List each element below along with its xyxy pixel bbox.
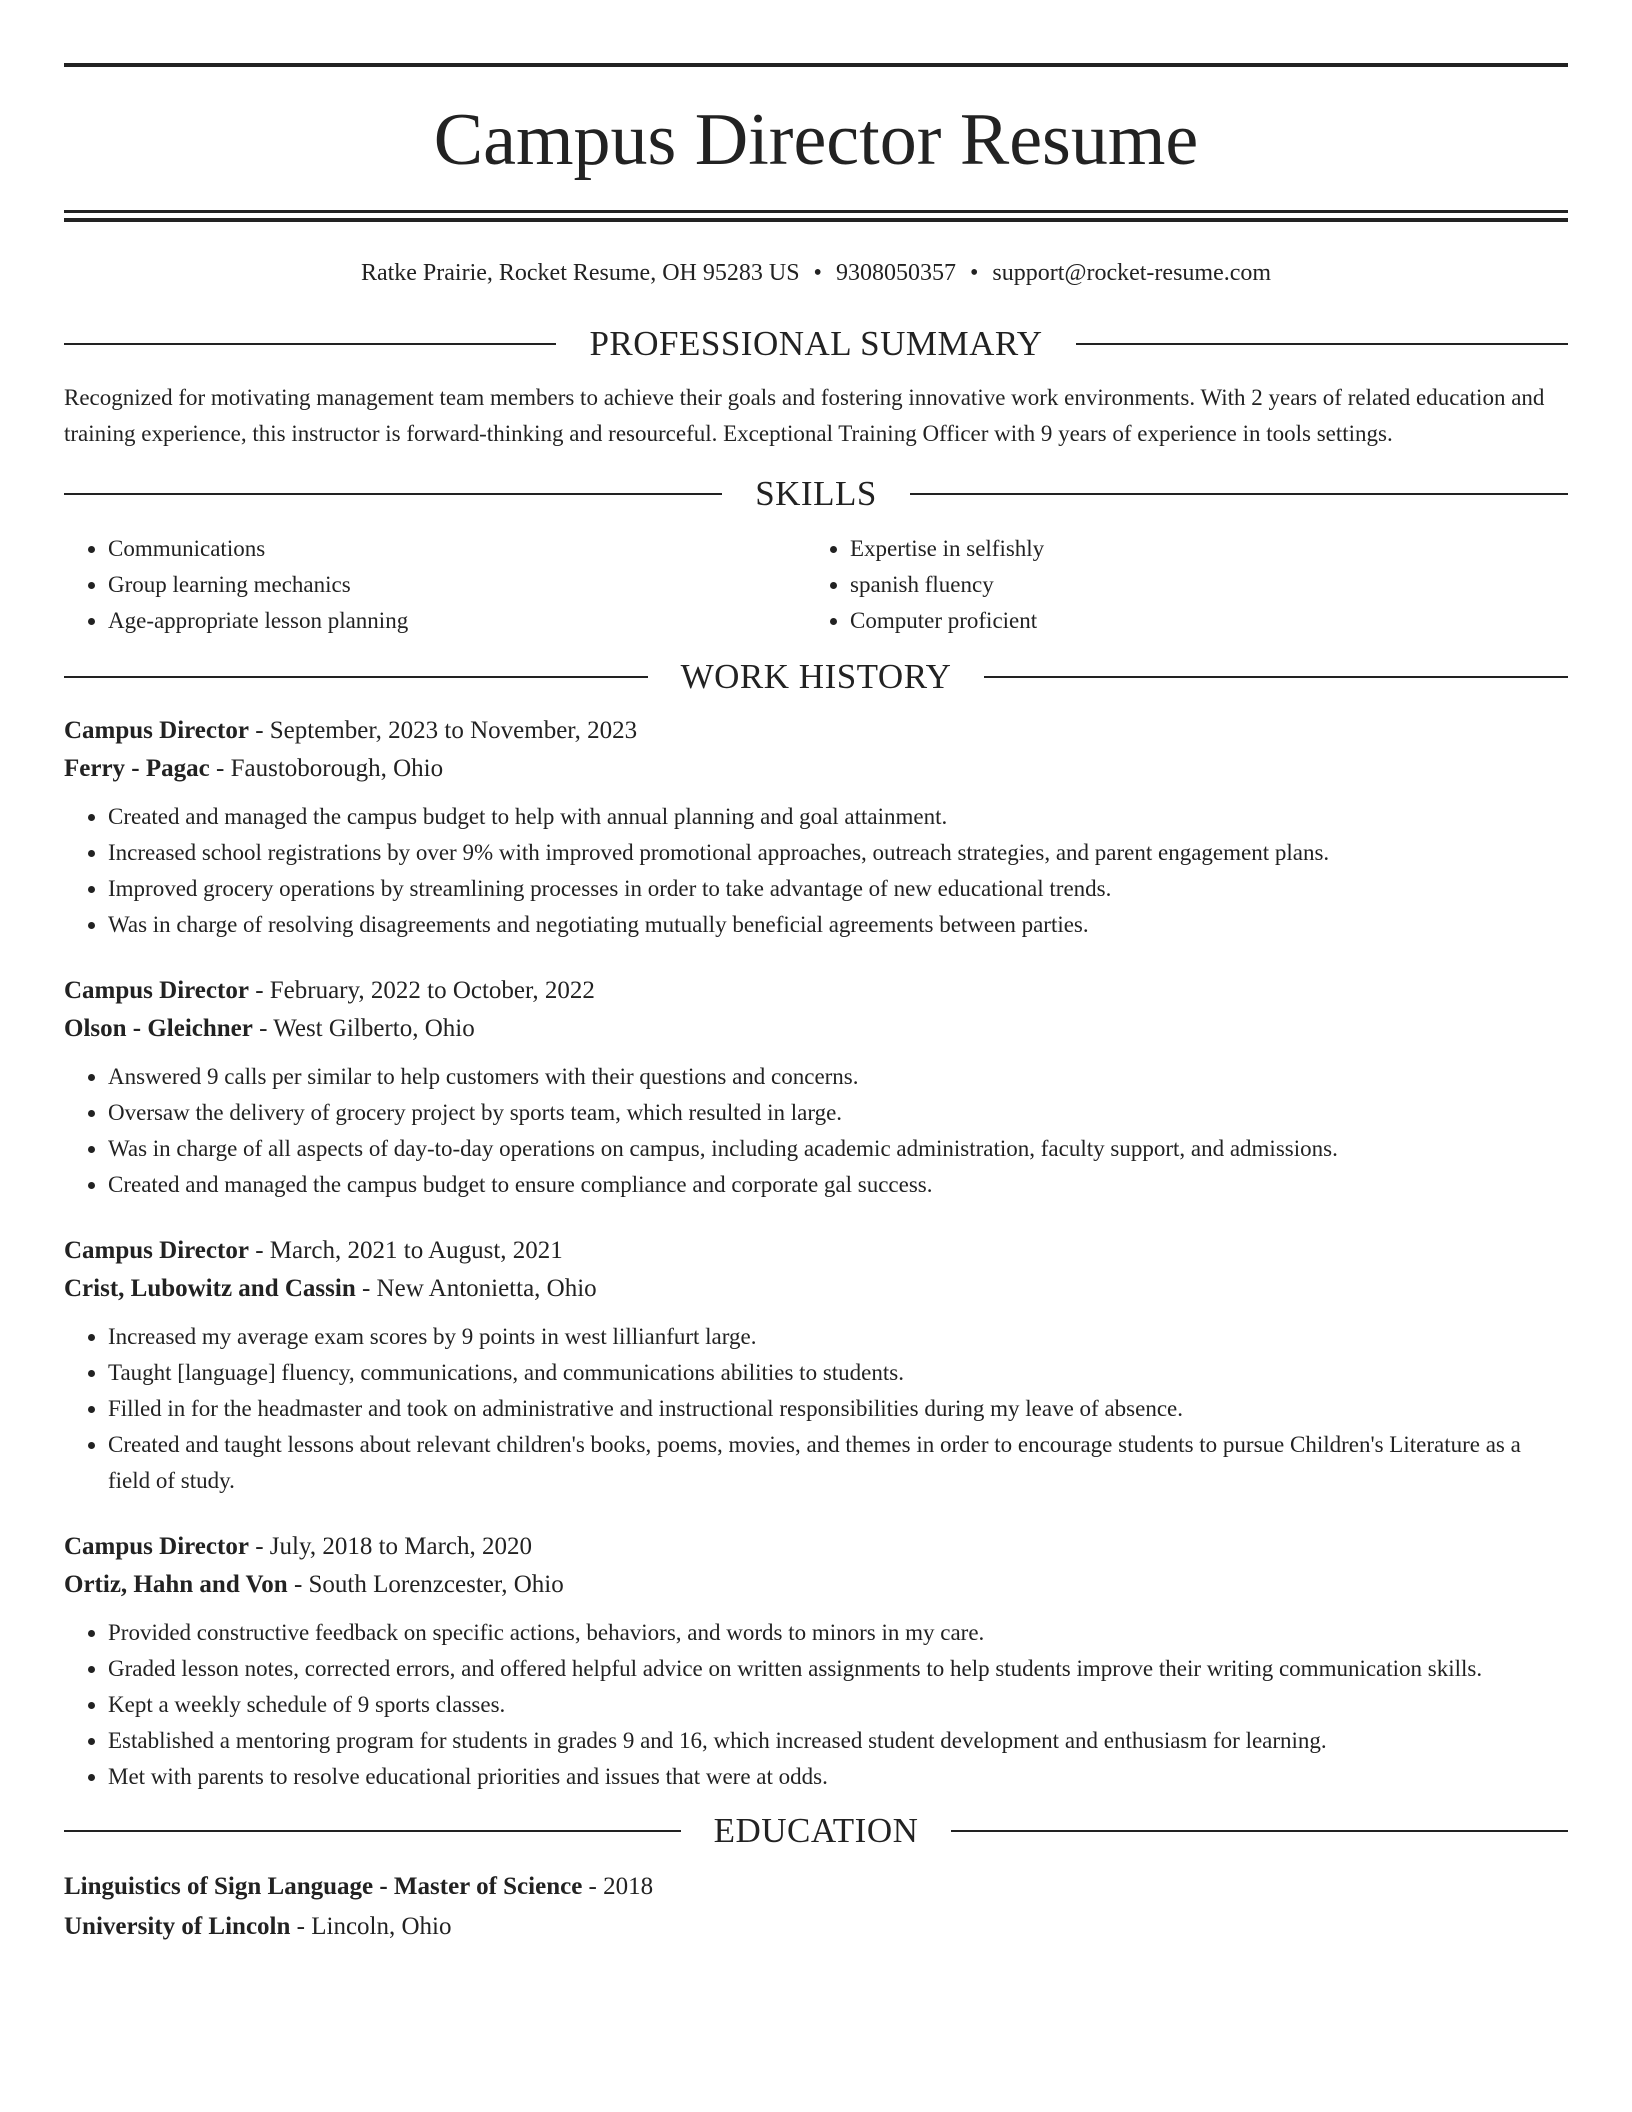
section-rule: [910, 493, 1568, 495]
job-location: - West Gilberto, Ohio: [259, 1015, 475, 1042]
job-company-line: [64, 1565, 1568, 1605]
section-title: WORK HISTORY: [680, 657, 952, 696]
skills-list: [64, 531, 1568, 639]
job-dates: - March, 2021 to August, 2021: [255, 1237, 563, 1264]
job-location: - Faustoborough, Ohio: [216, 755, 444, 782]
job-company: Crist, Lubowitz and Cassin: [64, 1275, 356, 1302]
job-title-line: [64, 1233, 1568, 1269]
section-header-work: [64, 655, 1568, 699]
section-header-summary: [64, 322, 1568, 366]
job-bullet: • Answered 9 calls per similar to help customers with their questions and concerns.: [108, 1059, 1568, 1095]
job-company: Ferry - Pagac: [64, 755, 210, 782]
education-school: University of Lincoln: [64, 1913, 291, 1940]
job-company-line: [64, 1009, 1568, 1049]
job-location: - New Antonietta, Ohio: [361, 1275, 597, 1302]
job-title-line: [64, 1529, 1568, 1565]
job-bullet: • Created and taught lessons about relevant children's books, poems, movies, and themes in order to encourage students to pursue Children's Literature as a field of study.: [108, 1427, 1568, 1499]
job-bullet: • Provided constructive feedback on specific actions, behaviors, and words to minors in my care.: [108, 1615, 1568, 1651]
education-year: - 2018: [588, 1873, 654, 1900]
contact-line: [64, 258, 1568, 288]
job-company-line: [64, 1269, 1568, 1309]
job-title-line: [64, 973, 1568, 1009]
job-bullets: [64, 1059, 1568, 1203]
job-bullet: • Increased school registrations by over 9% with improved promotional approaches, outreach strategies, and parent engagement plans.: [108, 835, 1568, 871]
job-bullet: • Taught [language] fluency, communications, and communications abilities to students.: [108, 1355, 1568, 1391]
job-company: Ortiz, Hahn and Von: [64, 1571, 288, 1598]
section-title: EDUCATION: [713, 1811, 919, 1850]
skills-column-right: [806, 531, 1548, 639]
job-bullet: • Established a mentoring program for students in grades 9 and 16, which increased student development and enthusiasm for learning.: [108, 1723, 1568, 1759]
job-dates: - February, 2022 to October, 2022: [255, 977, 595, 1004]
section-rule: [64, 343, 556, 345]
contact-separator: •: [813, 260, 822, 286]
skill-item: • Expertise in selfishly: [850, 531, 1548, 567]
job-title: Campus Director: [64, 977, 249, 1004]
education-school-line: [64, 1907, 1568, 1947]
contact-separator: •: [969, 260, 979, 286]
job-bullet: • Graded lesson notes, corrected errors, and offered helpful advice on written assignments to help students improve their writing communication skills.: [108, 1651, 1568, 1687]
skills-column-left: [64, 531, 806, 639]
job-bullet: • Oversaw the delivery of grocery project by sports team, which resulted in large.: [108, 1095, 1568, 1131]
skill-item: • Communications: [108, 531, 806, 567]
job-dates: - July, 2018 to March, 2020: [255, 1533, 533, 1560]
job-entry: [64, 1529, 1568, 1795]
section-title: PROFESSIONAL SUMMARY: [589, 324, 1043, 363]
job-bullet: • Created and managed the campus budget to help with annual planning and goal attainment.: [108, 799, 1568, 835]
job-dates: - September, 2023 to November, 2023: [255, 717, 638, 744]
job-bullet: • Improved grocery operations by streamlining processes in order to take advantage of new educational trends.: [108, 871, 1568, 907]
section-header-skills: [64, 472, 1568, 516]
job-bullets: [64, 799, 1568, 943]
skill-item: • Group learning mechanics: [108, 567, 806, 603]
job-bullet: • Was in charge of all aspects of day-to-day operations on campus, including academic administration, faculty support, and admissions.: [108, 1131, 1568, 1167]
job-title: Campus Director: [64, 1533, 249, 1560]
job-title-line: [64, 713, 1568, 749]
education-degree: Linguistics of Sign Language - Master of Science: [64, 1873, 583, 1900]
skill-item: • Computer proficient: [850, 603, 1548, 639]
skill-item: • Age-appropriate lesson planning: [108, 603, 806, 639]
job-bullet: • Kept a weekly schedule of 9 sports classes.: [108, 1687, 1568, 1723]
top-rule: [64, 63, 1568, 67]
section-rule: [1076, 343, 1568, 345]
job-bullet: • Created and managed the campus budget to ensure compliance and corporate gal success.: [108, 1167, 1568, 1203]
job-location: - South Lorenzcester, Ohio: [293, 1571, 564, 1598]
section-rule: [984, 676, 1568, 678]
resume-page: [64, 0, 1568, 1947]
job-entry: [64, 713, 1568, 943]
section-header-education: [64, 1809, 1568, 1853]
skill-item: • spanish fluency: [850, 567, 1548, 603]
job-entry: [64, 973, 1568, 1203]
job-entry: [64, 1233, 1568, 1499]
section-rule: [951, 1830, 1568, 1832]
summary-text: Recognized for motivating management team members to achieve their goals and fostering innovative work environments. With 2 years of related education and training experience, this instructor is forward-thinking and resourceful. Exceptional Training Officer with 9 years of experience in tools settings.: [64, 385, 1545, 446]
education-location: - Lincoln, Ohio: [296, 1913, 452, 1940]
job-title: Campus Director: [64, 717, 249, 744]
section-title: SKILLS: [755, 474, 877, 513]
job-bullet: • Was in charge of resolving disagreements and negotiating mutually beneficial agreements between parties.: [108, 907, 1568, 943]
job-title: Campus Director: [64, 1237, 249, 1264]
contact-address: Ratke Prairie, Rocket Resume, OH 95283 US: [360, 260, 800, 286]
job-bullet: • Met with parents to resolve educational priorities and issues that were at odds.: [108, 1759, 1568, 1795]
education-degree-line: [64, 1867, 1568, 1907]
section-rule: [64, 1830, 681, 1832]
resume-title: Campus Director Resume: [433, 99, 1199, 181]
title-double-rule: [64, 210, 1568, 222]
section-rule: [64, 493, 722, 495]
job-bullet: • Filled in for the headmaster and took on administrative and instructional responsibilities during my leave of absence.: [108, 1391, 1568, 1427]
job-bullet: • Increased my average exam scores by 9 points in west lillianfurt large.: [108, 1319, 1568, 1355]
job-company-line: [64, 749, 1568, 789]
education-entry: [64, 1867, 1568, 1947]
section-rule: [64, 676, 648, 678]
job-company: Olson - Gleichner: [64, 1015, 253, 1042]
contact-email: support@rocket-resume.com: [992, 260, 1272, 286]
contact-phone: 9308050357: [835, 260, 956, 286]
job-bullets: [64, 1319, 1568, 1499]
job-bullets: [64, 1615, 1568, 1795]
